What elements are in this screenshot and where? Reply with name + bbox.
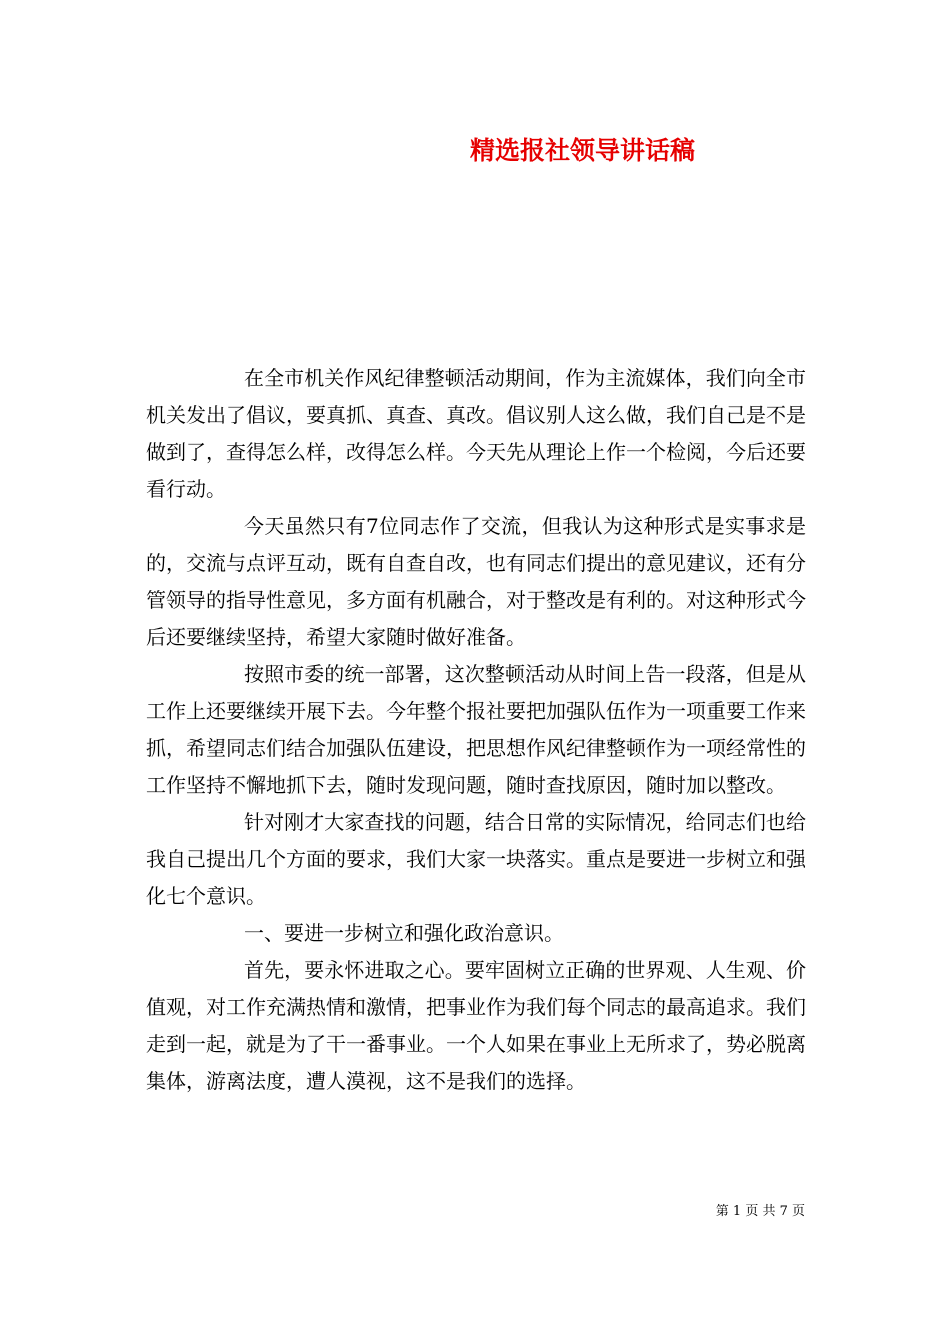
paragraph-4: 针对刚才大家查找的问题，结合日常的实际情况，给同志们也给我自己提出几个方面的要求，我们大家一块落实。重点是要进一步树立和强化七个意识。	[146, 810, 806, 908]
document-body	[146, 360, 806, 1100]
page-number: 第 1 页 共 7 页	[715, 1204, 805, 1219]
paragraph-2: 今天虽然只有7位同志作了交流，但我认为这种形式是实事求是的，交流与点评互动，既有自查自改，也有同志们提出的意见建议，还有分管领导的指导性意见，多方面有机融合，对于整改是有利的。对这种形式今后还要继续坚持，希望大家随时做好准备。	[146, 514, 806, 649]
paragraph-3: 按照市委的统一部署，这次整顿活动从时间上告一段落，但是从工作上还要继续开展下去。今年整个报社要把加强队伍作为一项重要工作来抓，希望同志们结合加强队伍建设，把思想作风纪律整顿作为一项经常性的工作坚持不懈地抓下去，随时发现问题，随时查找原因，随时加以整改。	[146, 662, 806, 797]
paragraph-1: 在全市机关作风纪律整顿活动期间，作为主流媒体，我们向全市机关发出了倡议，要真抓、真查、真改。倡议别人这么做，我们自己是不是做到了，查得怎么样，改得怎么样。今天先从理论上作一个检阅，今后还要看行动。	[146, 366, 806, 501]
paragraph-5: 首先，要永怀进取之心。要牢固树立正确的世界观、人生观、价值观，对工作充满热情和激情，把事业作为我们每个同志的最高追求。我们走到一起，就是为了干一番事业。一个人如果在事业上无所求了，势必脱离集体，游离法度，遭人漠视，这不是我们的选择。	[146, 958, 806, 1093]
section-heading-1: 一、要进一步树立和强化政治意识。	[244, 921, 564, 945]
document-title: 精选报社领导讲话稿	[470, 136, 696, 165]
